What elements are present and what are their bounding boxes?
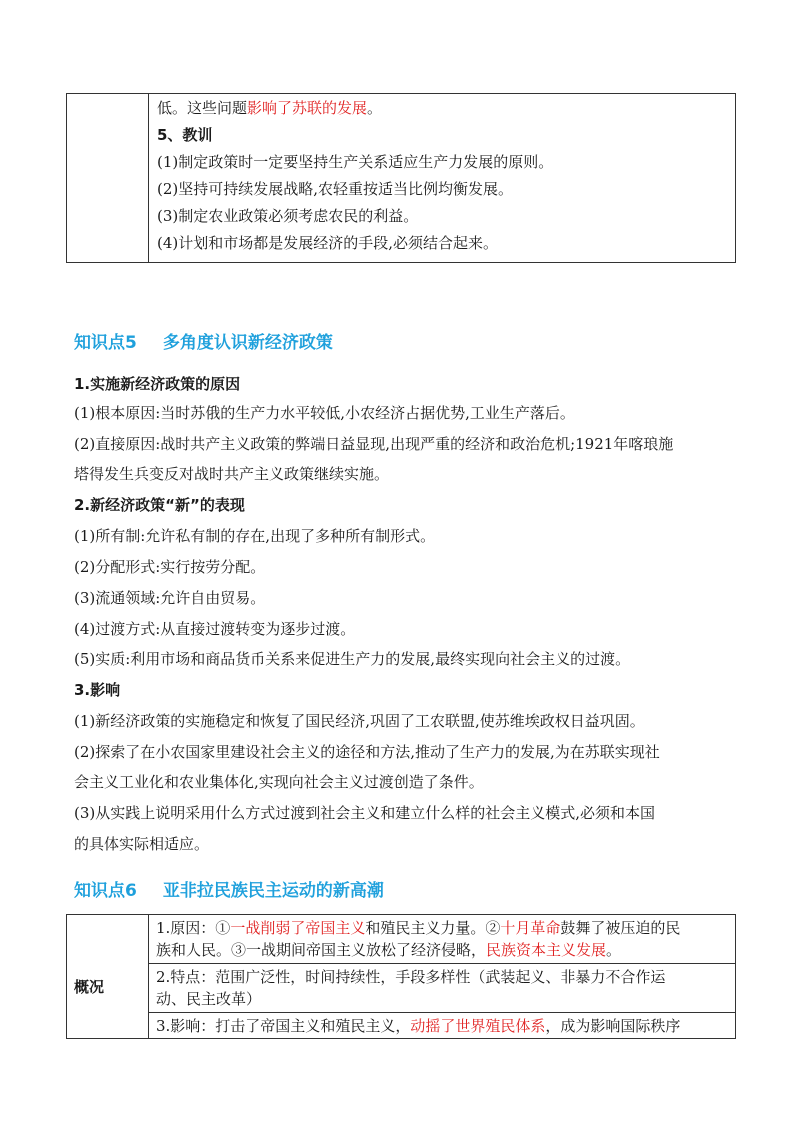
list-item: 的具体实际相适应。 [74, 835, 210, 853]
highlight-text: 动摇了世界殖民体系 [410, 1017, 546, 1035]
list-item: (4)计划和市场都是发展经济的手段,必须结合起来。 [157, 234, 499, 252]
lessons-table-divider [148, 93, 149, 263]
highlight-text: 民族资本主义发展 [486, 941, 607, 959]
section-title: 多角度认识新经济政策 [162, 333, 333, 353]
list-item: (3)从实践上说明采用什么方式过渡到社会主义和建立什么样的社会主义模式,必须和本国 [74, 804, 656, 822]
table-cell: 1.原因：①一战削弱了帝国主义和殖民主义力量。②十月革命鼓舞了被压迫的民 [156, 919, 681, 937]
table-cell: 2.特点：范围广泛性，时间持续性，手段多样性（武装起义、非暴力不合作运 [156, 968, 666, 986]
list-item: (2)坚持可持续发展战略,农轻重按适当比例均衡发展。 [157, 180, 514, 198]
list-item: (2)直接原因:战时共产主义政策的弊端日益显现,出现严重的经济和政治危机;1921年喀琅施 [74, 435, 674, 453]
list-item: (2)探索了在小农国家里建设社会主义的途径和方法,推动了生产力的发展,为在苏联实现社 [74, 743, 660, 761]
list-item: 塔得发生兵变反对战时共产主义政策继续实施。 [74, 465, 390, 483]
section-heading [74, 876, 384, 901]
row-label: 概况 [74, 978, 105, 996]
section-number: 知识点5 [74, 333, 137, 353]
list-item: 会主义工业化和农业集体化,实现向社会主义过渡创造了条件。 [74, 773, 484, 791]
highlight-text: 十月革命 [500, 919, 561, 937]
highlight-text: 一战削弱了帝国主义 [230, 919, 366, 937]
list-item: (1)根本原因:当时苏俄的生产力水平较低,小农经济占据优势,工业生产落后。 [74, 404, 575, 422]
list-item: (1)制定政策时一定要坚持生产关系适应生产力发展的原则。 [157, 153, 554, 171]
row-divider [148, 1012, 736, 1013]
section-title: 亚非拉民族民主运动的新高潮 [162, 881, 384, 901]
section-heading [74, 328, 333, 353]
table-cell: 3.影响：打击了帝国主义和殖民主义，动摇了世界殖民体系，成为影响国际秩序 [156, 1017, 681, 1035]
list-item: (1)新经济政策的实施稳定和恢复了国民经济,巩固了工农联盟,使苏维埃政权日益巩固。 [74, 712, 645, 730]
section-number: 知识点6 [74, 881, 137, 901]
overview-table-divider [148, 914, 149, 1039]
subheading: 1.实施新经济政策的原因 [74, 375, 241, 393]
list-item: (3)流通领域:允许自由贸易。 [74, 589, 266, 607]
highlight-text: 影响了苏联的发展 [247, 99, 368, 117]
list-item: (1)所有制:允许私有制的存在,出现了多种所有制形式。 [74, 527, 436, 545]
table-row-text: 低。这些问题影响了苏联的发展。 [157, 99, 383, 117]
row-divider [148, 963, 736, 964]
table-cell: 动、民主改革） [156, 990, 262, 1008]
subheading: 2.新经济政策“新”的表现 [74, 496, 245, 514]
list-item: (5)实质:利用市场和商品货币关系来促进生产力的发展,最终实现向社会主义的过渡。 [74, 650, 631, 668]
list-item: (4)过渡方式:从直接过渡转变为逐步过渡。 [74, 620, 356, 638]
list-item: (2)分配形式:实行按劳分配。 [74, 558, 266, 576]
table-cell: 族和人民。③一战期间帝国主义放松了经济侵略，民族资本主义发展。 [156, 941, 622, 959]
list-item: (3)制定农业政策必须考虑农民的利益。 [157, 207, 419, 225]
lesson-title: 5、教训 [157, 126, 213, 144]
subheading: 3.影响 [74, 681, 121, 699]
